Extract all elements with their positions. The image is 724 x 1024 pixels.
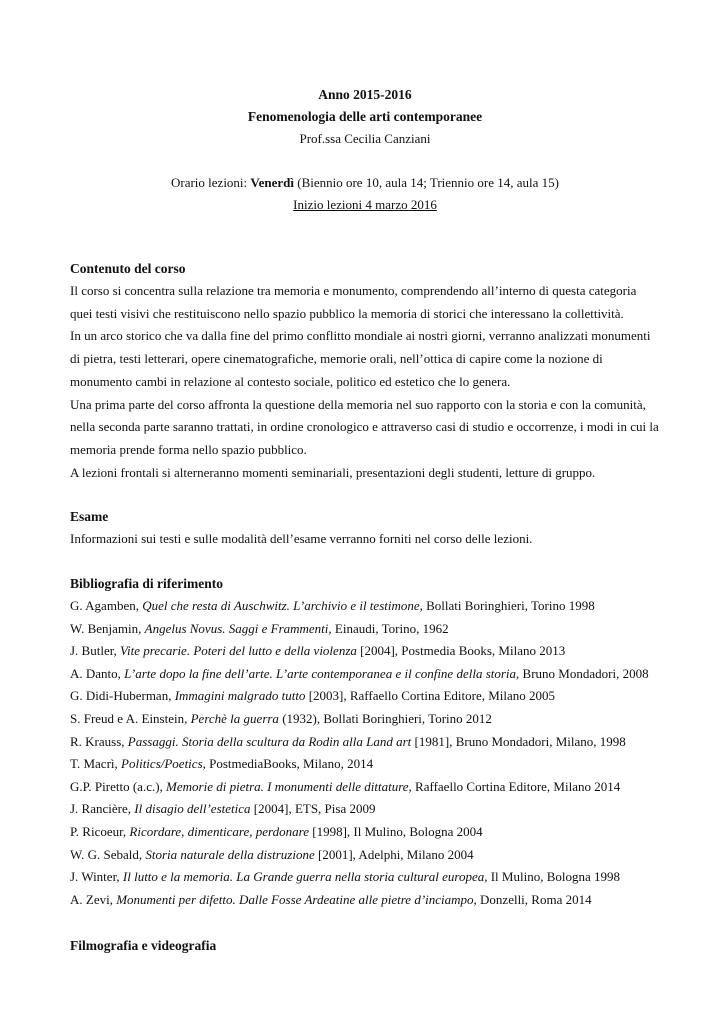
bibliography-publication: [2003], Raffaello Cortina Editore, Milano 2005 [305,688,556,704]
bibliography-entry [70,595,660,618]
bibliography-title: Politics/Poetics [121,756,203,772]
bibliography-title: Ricordare, dimenticare, perdonare [129,823,309,839]
document-header [70,84,660,216]
contenuto-line: In un arco storico che va dalla fine del primo conflitto mondiale ai nostri giorni, verranno analizzati monumenti [70,328,651,344]
contenuto-line: nella seconda parte saranno trattati, in ordine cronologico e attraverso casi di studio e occorrenze, i modi in cui la [70,419,659,435]
course-start-date: Inizio lezioni 4 marzo 2016 [293,197,437,212]
section-contenuto [70,258,660,484]
bibliography-author: J. Rancière, [70,801,135,817]
bibliography-publication: , PostmediaBooks, Milano, 2014 [202,756,374,772]
bibliography-title: Immagini malgrado tutto [174,688,306,704]
bibliography-entry [70,776,660,799]
contenuto-line: monumento cambi in relazione al contesto sociale, politico ed estetico che lo genera. [70,373,511,389]
bibliography-publication: Bollati Boringhieri, Torino 1998 [422,598,595,614]
bibliography-title: Vite precarie. Poteri del lutto e della violenza [120,643,357,659]
bibliography-title: Storia naturale della distruzione [145,846,315,862]
bibliography-publication: (1932), Bollati Boringhieri, Torino 2012 [278,711,492,726]
bibliography-title: Il disagio dell’estetica [134,801,251,817]
bibliography-title: Memorie di pietra. I monumenti delle dittature [166,778,409,794]
schedule-prefix: Orario lezioni: [170,175,251,190]
bibliography-publication: [1998], Il Mulino, Bologna 2004 [308,823,483,839]
bibliography-entry [70,753,660,776]
bibliography-publication: [1981], Bruno Mondadori, Milano, 1998 [411,733,626,749]
section-bibliografia [70,573,660,911]
section-title-filmografia: Filmografia e videografia [70,938,217,954]
professor-name: Prof.ssa Cecilia Canziani [299,131,431,146]
bibliography-author: R. Krauss, [70,733,128,749]
document-page [70,84,660,957]
schedule-day: Venerdì [250,175,294,190]
bibliography-publication: Einaudi, Torino, 1962 [331,620,449,636]
section-filmografia [70,935,660,957]
bibliography-entry [70,640,660,663]
bibliography-entry [70,798,660,821]
contenuto-line: A lezioni frontali si alterneranno momenti seminariali, presentazioni degli studenti, letture di gruppo. [70,464,596,480]
bibliography-publication: [2001], Adelphi, Milano 2004 [314,846,474,862]
section-title-esame: Esame [70,509,109,525]
bibliography-title: Perchè la guerra [190,711,279,726]
bibliography-author: W. G. Sebald, [70,846,146,862]
bibliography-author: A. Danto, [70,665,125,681]
contenuto-line: Una prima parte del corso affronta la questione della memoria nel suo rapporto con la storia e con la comunità, [70,396,646,412]
course-title: Fenomenologia delle arti contemporanee [247,109,483,124]
schedule-line [70,172,660,194]
schedule-details: (Biennio ore 10, aula 14; Triennio ore 14, aula 15) [293,175,559,190]
bibliography-publication: Donzelli, Roma 2014 [476,891,592,907]
bibliography-publication: [2004], ETS, Pisa 2009 [250,801,376,817]
bibliography-author: G.P. Piretto (a.c.), [70,778,167,794]
bibliography-author: W. Benjamin, [70,620,145,636]
bibliography-publication: [2004], Postmedia Books, Milano 2013 [356,643,566,659]
section-title-contenuto: Contenuto del corso [70,261,186,276]
bibliography-publication: Il Mulino, Bologna 1998 [487,869,620,885]
bibliography-entry [70,685,660,708]
contenuto-line: quei testi visivi che restituiscono nello spazio pubblico la memoria di storici che interessano la collettività. [70,305,624,321]
bibliography-entry [70,708,660,731]
section-esame [70,506,660,551]
bibliography-title: Monumenti per difetto. Dalle Fosse Ardeatine alle pietre d’inciampo, [116,891,477,907]
esame-text: Informazioni sui testi e sulle modalità dell’esame verranno forniti nel corso delle lezioni. [70,531,533,547]
bibliography-title: Il lutto e la memoria. La Grande guerra nella storia cultural europea, [122,869,488,885]
bibliography-author: G. Didi-Huberman, [70,688,175,704]
bibliography-author: G. Agamben, [70,598,143,614]
bibliography-author: P. Ricoeur, [70,823,130,839]
bibliography-publication: , Raffaello Cortina Editore, Milano 2014 [408,778,621,794]
bibliography-title: Angelus Novus. Saggi e Frammenti, [144,620,332,636]
contenuto-line: di pietra, testi letterari, opere cinematografiche, memorie orali, nell’ottica di capire come la nozione di [70,351,603,367]
bibliography-entry [70,866,660,889]
bibliography-author: J. Winter, [70,869,123,885]
bibliography-title: L’arte dopo la fine dell’arte. L’arte contemporanea e il confine della storia, [124,665,520,681]
bibliography-author: A. Zevi, [70,891,117,907]
bibliography-title: Quel che resta di Auschwitz. L’archivio e il testimone, [142,598,423,614]
bibliography-entry [70,844,660,867]
bibliography-entry [70,821,660,844]
bibliography-entry [70,731,660,754]
section-title-bibliografia: Bibliografia di riferimento [70,576,223,592]
bibliography-entry [70,618,660,641]
bibliography-author: J. Butler, [70,643,121,659]
academic-year: Anno 2015-2016 [318,87,412,102]
bibliography-list [70,595,660,911]
bibliography-entry [70,889,660,912]
bibliography-title: Passaggi. Storia della scultura da Rodin alla Land art [127,733,412,749]
bibliography-author: S. Freud e A. Einstein, [70,711,191,726]
contenuto-line: Il corso si concentra sulla relazione tra memoria e monumento, comprendendo all’interno di questa categoria [70,283,637,298]
bibliography-author: T. Macrì, [70,756,122,772]
contenuto-line: memoria prende forma nello spazio pubblico. [70,441,307,457]
bibliography-publication: Bruno Mondadori, 2008 [519,665,649,681]
bibliography-entry [70,663,660,686]
